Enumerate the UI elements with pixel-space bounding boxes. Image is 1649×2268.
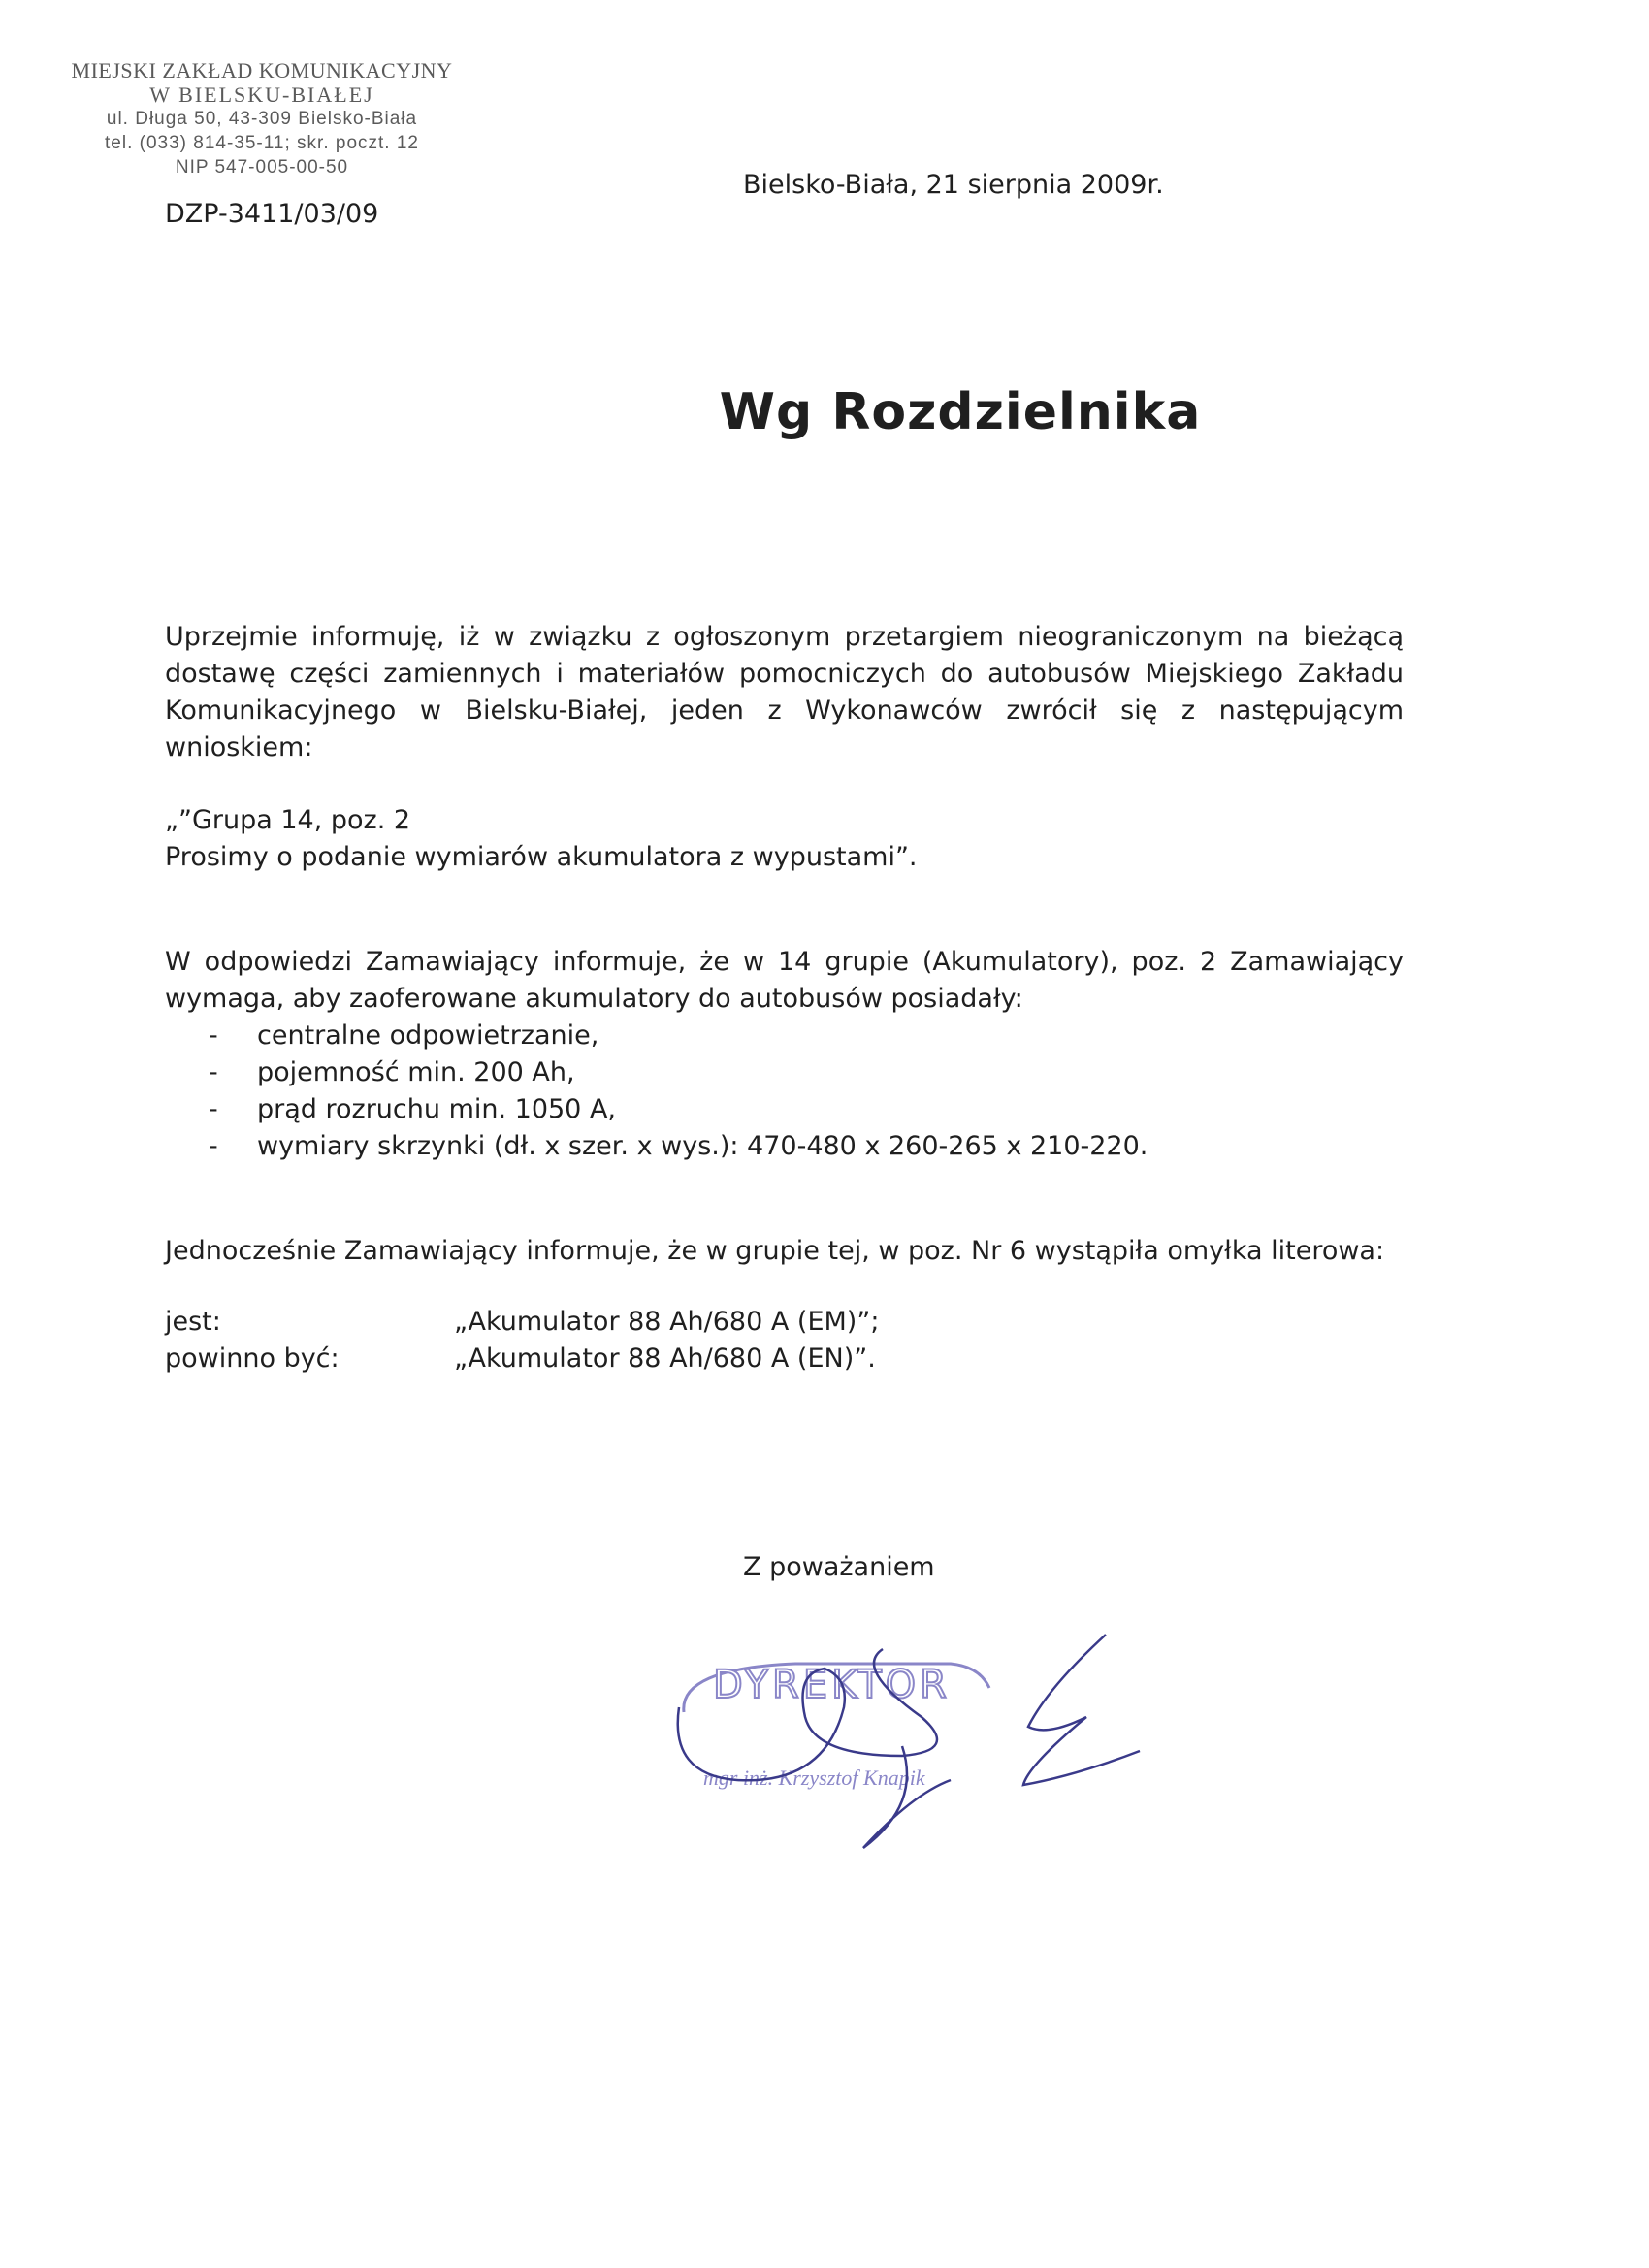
letter-date: Bielsko-Biała, 21 sierpnia 2009r.: [743, 170, 1164, 200]
correction-should-label: powinno być:: [165, 1344, 340, 1374]
letterhead-nip: NIP 547-005-00-50: [175, 157, 349, 178]
question-line-1: „”Grupa 14, poz. 2: [165, 805, 411, 835]
correction-is-value: „Akumulator 88 Ah/680 A (EM)”;: [454, 1307, 880, 1337]
intro-paragraph: Uprzejmie informuję, iż w związku z ogłoszonym przetargiem nieograniczonym na bieżącą dostawę części zamiennych i materiałów pomocniczych do autobusów Miejskiego Zakładu Komunikacyjnego w Bielsku-Białej, jeden z Wykonawców zwrócił się z następującym wnioskiem:: [165, 622, 1404, 762]
answer-paragraph: W odpowiedzi Zamawiający informuje, że w 14 grupie (Akumulatory), poz. 2 Zamawiający wymaga, aby zaoferowane akumulatory do autobusów posiadały:: [165, 947, 1404, 1014]
correction-paragraph: Jednocześnie Zamawiający informuje, że w grupie tej, w poz. Nr 6 wystąpiła omyłka literowa:: [165, 1236, 1385, 1266]
list-item: - wymiary skrzynki (dł. x szer. x wys.): 470-480 x 260-265 x 210-220.: [209, 1131, 1148, 1161]
closing-phrase: Z poważaniem: [743, 1552, 935, 1582]
correction-is-label: jest:: [165, 1307, 221, 1337]
letter-heading: Wg Rozdzielnika: [719, 383, 1202, 441]
requirements-list: [209, 1018, 1148, 1165]
signature-stamp: [660, 1630, 1164, 1853]
stamp-name: mgr inż. Krzysztof Knapik: [703, 1766, 925, 1790]
list-item: - prąd rozruchu min. 1050 A,: [209, 1094, 616, 1124]
question-quote: [165, 802, 918, 876]
letterhead-phone: tel. (033) 814-35-11; skr. poczt. 12: [105, 133, 419, 153]
question-line-2: Prosimy o podanie wymiarów akumulatora z wypustami”.: [165, 842, 918, 872]
letterhead-company: MIEJSKI ZAKŁAD KOMUNIKACYJNY: [71, 58, 453, 82]
signature-initial: [1023, 1635, 1140, 1785]
letterhead: [58, 58, 466, 179]
stamp-title: DYREKTOR: [713, 1663, 951, 1707]
letterhead-city: W BIELSKU-BIAŁEJ: [149, 82, 374, 107]
correction-should-value: „Akumulator 88 Ah/680 A (EN)”.: [454, 1344, 876, 1374]
reference-number: DZP-3411/03/09: [165, 199, 379, 229]
list-item: - pojemność min. 200 Ah,: [209, 1057, 575, 1087]
letterhead-address: ul. Długa 50, 43-309 Bielsko-Biała: [106, 109, 418, 129]
signature-stroke: [863, 1746, 951, 1848]
list-item: - centralne odpowietrzanie,: [209, 1021, 599, 1051]
